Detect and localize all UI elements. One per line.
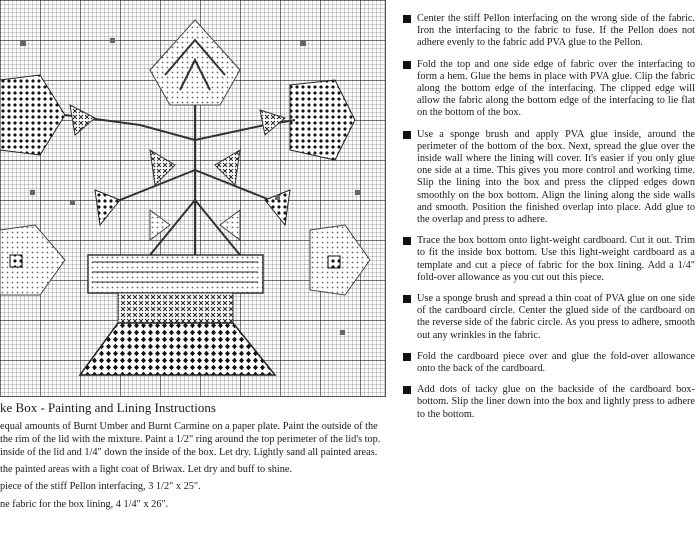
painting-line: ne fabric for the box lining, 4 1/4" x 26". — [0, 499, 169, 510]
instruction-step — [403, 235, 695, 284]
instruction-step — [403, 351, 695, 375]
leaf-motifs — [95, 150, 290, 240]
instruction-step — [403, 293, 695, 342]
painting-line: equal amounts of Burnt Umber and Burnt Carmine on a paper plate. Paint the outside of the — [0, 421, 378, 432]
section-title: ke Box - Painting and Lining Instructions — [0, 400, 216, 415]
instruction-text: Fold the top and one side edge of fabric over the interfacing to form a hem. Glue the hems in place with PVA glue. Clip the fabric along the bottom edge of the interfacing. The clipped edge will allow the fabric along the bottom edge of the interfacing to lie flat on the bottom of the box. — [417, 58, 695, 119]
painting-line: inside of the lid and 1/4" down the inside of the box. Let dry. Lightly sand all painted areas. — [0, 447, 378, 458]
bullet-square-icon — [403, 386, 411, 394]
cross-stitch-chart — [0, 0, 386, 397]
stems — [120, 105, 270, 255]
bullet-square-icon — [403, 61, 411, 69]
bullet-square-icon — [403, 237, 411, 245]
bullet-square-icon — [403, 353, 411, 361]
instruction-text: Use a sponge brush and spread a thin coat of PVA glue on one side of the cardboard circle. Center the glued side of the cardboard on the reverse side of the fabric circle. As you press to adhere, smooth out any wrinkles in the fabric. — [417, 293, 695, 341]
instruction-text: Use a sponge brush and apply PVA glue inside, around the perimeter of the bottom of the box. Next, spread the glue over the inside wall where the lining will cover. It's easier if you only glue one side at a time. This gives you more control and working time. Slip the lining into the box and press the clipped edges down smoothly on the box bottom. Align the lining along the side walls and smooth. Position the finished overlap into place. Add glue to the overlap and press to adhere. — [417, 128, 695, 226]
bullet-square-icon — [403, 15, 411, 23]
left-tulip — [0, 75, 140, 155]
instruction-text: Fold the cardboard piece over and glue the fold-over allowance onto the back of the cardboard. — [417, 350, 695, 375]
instruction-step — [403, 384, 695, 421]
instruction-text: Add dots of tacky glue on the backside of the cardboard box-bottom. Slip the liner down into the box and lightly press to adhere to the bottom. — [417, 384, 695, 420]
basket — [80, 255, 275, 375]
bullet-square-icon — [403, 295, 411, 303]
flower-basket-pattern — [0, 0, 386, 397]
painting-line: the painted areas with a light coat of Briwax. Let dry and buff to shine. — [0, 464, 293, 475]
instruction-text: Center the stiff Pellon interfacing on the wrong side of the fabric. Iron the interfacing to the fabric to fuse. If the Pellon does not adhere evenly to the fabric add PVA glue to the Pellon. — [417, 13, 695, 49]
painting-line: the rim of the lid with the mixture. Paint a 1/2" ring around the top perimeter of the lid's top. — [0, 434, 381, 445]
instruction-text: Trace the box bottom onto light-weight cardboard. Cut it out. Trim to fit the inside box bottom. Use this light-weight cardboard as a template and cut a piece of fabric for the box lining. Add a 1/4" fold-over allowance as you cut out this piece. — [417, 235, 695, 283]
painting-line: piece of the stiff Pellon interfacing, 3 1/2" x 25". — [0, 481, 201, 492]
right-side-flower — [310, 225, 370, 295]
instruction-step — [403, 13, 695, 50]
bullet-square-icon — [403, 131, 411, 139]
right-tulip — [260, 80, 355, 160]
top-flower-motif — [150, 20, 240, 105]
instruction-step — [403, 59, 695, 120]
instruction-step — [403, 129, 695, 227]
left-side-flower — [0, 225, 65, 295]
lining-instructions — [403, 13, 695, 430]
